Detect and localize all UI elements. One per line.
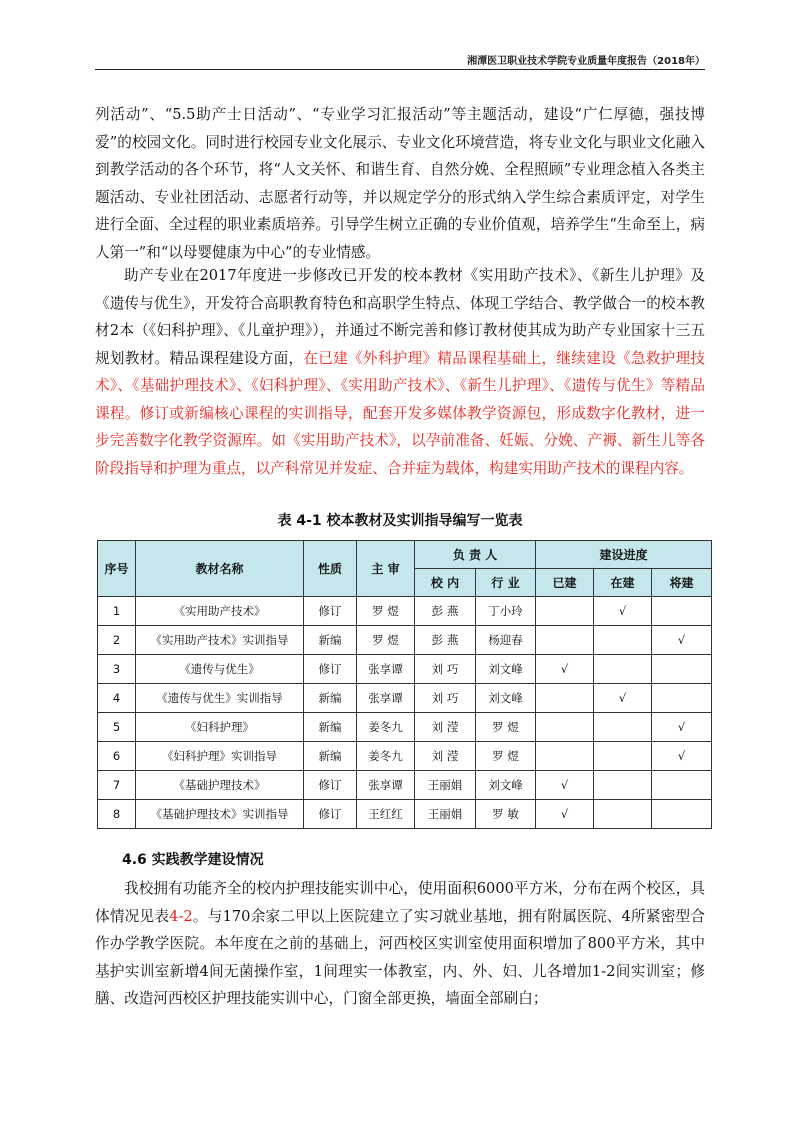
cell-owner-in: 刘 巧: [415, 684, 476, 713]
cell-owner-industry: 刘文峰: [476, 684, 536, 713]
paragraph-3-text-a: 我校拥有功能齐全的校内护理技能实训中心，使用面积6000平方米，分布在两个校区，具体情况见表: [95, 880, 705, 925]
header-rule: [95, 69, 705, 70]
header-seq: 序号: [98, 541, 136, 597]
table-row: [98, 626, 712, 655]
cell-seq: 3: [98, 655, 136, 684]
cell-done: √: [536, 771, 594, 800]
cell-owner-industry: 罗 煜: [476, 742, 536, 771]
cell-seq: 1: [98, 597, 136, 626]
cell-reviewer: 罗 煜: [357, 597, 415, 626]
paragraph-3: [95, 875, 705, 1013]
table-row: [98, 742, 712, 771]
header-reviewer: 主 审: [357, 541, 415, 597]
cell-seq: 5: [98, 713, 136, 742]
cell-doing: √: [594, 597, 652, 626]
cell-name: 《实用助产技术》实训指导: [136, 626, 304, 655]
cell-name: 《实用助产技术》: [136, 597, 304, 626]
paragraph-2-highlight: 在已建《外科护理》精品课程基础上，继续建设《急救护理技术》、《基础护理技术》、《妇科护理》、《实用助产技术》、《新生儿护理》、《遗传与优生》等精品课程。修订或新编核心课程的实训指导，配套开发多媒体教学资源包，形成数字化教材，进一步完善数字化教学资源库。如《实用助产技术》，以孕前准备、妊娠、分娩、产褥、新生儿等各阶段指导和护理为重点，以产科常见并发症、合并症为载体，构建实用助产技术的课程内容。: [95, 349, 705, 477]
cell-owner-in: 刘 滢: [415, 713, 476, 742]
cell-reviewer: 姜冬九: [357, 742, 415, 771]
cell-doing: [594, 655, 652, 684]
cell-todo: [652, 655, 712, 684]
cell-owner-in: 刘 滢: [415, 742, 476, 771]
cell-type: 新编: [304, 713, 357, 742]
page-header: 湘潭医卫职业技术学院专业质量年度报告（2018年）: [467, 56, 705, 67]
header-owner-in: 校 内: [415, 569, 476, 597]
paragraph-1: 列活动”、“5.5助产士日活动”、“专业学习汇报活动”等主题活动，建设“广仁厚德，强技博爱”的校园文化。同时进行校园专业文化展示、专业文化环境营造，将专业文化与职业文化融入到教学活动的各个环节，将“人文关怀、和谐生育、自然分娩、全程照顾”专业理念植入各类主题活动、专业社团活动、志愿者行动等，并以规定学分的形式纳入学生综合素质评定，对学生进行全面、全过程的职业素质培养。引导学生树立正确的专业价值观，培养学生“生命至上，病人第一”和“以母婴健康为中心”的专业情感。: [95, 106, 705, 261]
table-row: [98, 771, 712, 800]
cell-doing: [594, 626, 652, 655]
cell-seq: 4: [98, 684, 136, 713]
cell-name: 《妇科护理》实训指导: [136, 742, 304, 771]
table-row: [98, 713, 712, 742]
cell-owner-industry: 丁小玲: [476, 597, 536, 626]
cell-seq: 8: [98, 800, 136, 829]
cell-done: [536, 684, 594, 713]
cell-owner-in: 彭 燕: [415, 597, 476, 626]
textbook-table: [97, 540, 712, 829]
cell-done: √: [536, 800, 594, 829]
header-type: 性质: [304, 541, 357, 597]
cell-todo: [652, 771, 712, 800]
cell-type: 新编: [304, 684, 357, 713]
cell-owner-industry: 刘文峰: [476, 655, 536, 684]
cell-name: 《妇科护理》: [136, 713, 304, 742]
cell-owner-industry: 刘文峰: [476, 771, 536, 800]
table-ref-link[interactable]: 4-2: [169, 907, 193, 925]
header-done: 已建: [536, 569, 594, 597]
table-row: [98, 800, 712, 829]
table-caption: 表 4-1 校本教材及实训指导编写一览表: [277, 513, 523, 529]
cell-todo: √: [652, 626, 712, 655]
cell-todo: √: [652, 713, 712, 742]
cell-seq: 2: [98, 626, 136, 655]
header-owner-industry: 行 业: [476, 569, 536, 597]
cell-doing: [594, 771, 652, 800]
header-todo: 将建: [652, 569, 712, 597]
cell-owner-in: 王丽娟: [415, 800, 476, 829]
cell-done: [536, 597, 594, 626]
cell-todo: [652, 597, 712, 626]
cell-type: 修订: [304, 771, 357, 800]
cell-type: 新编: [304, 626, 357, 655]
paragraph-2: [95, 262, 705, 482]
cell-reviewer: 张享谭: [357, 684, 415, 713]
cell-owner-in: 彭 燕: [415, 626, 476, 655]
cell-name: 《遗传与优生》: [136, 655, 304, 684]
table-row: [98, 597, 712, 626]
cell-reviewer: 罗 煜: [357, 626, 415, 655]
table-row: [98, 684, 712, 713]
cell-doing: [594, 742, 652, 771]
paragraph-2-text: 助产专业在2017年度进一步修改已开发的校本教材《实用助产技术》、《新生儿护理》及《遗传与优生》，开发符合高职教育特色和高职学生特点、体现工学结合、教学做合一的校本教材2本（《妇科护理》、《儿童护理》），并通过不断完善和修订教材使其成为助产专业国家十三五规划教材。精品课程建设方面，: [95, 267, 705, 367]
cell-done: [536, 626, 594, 655]
paragraph-3-text-b: 。与170余家二甲以上医院建立了实习就业基地，拥有附属医院、4所紧密型合作办学教学医院。本年度在之前的基础上，河西校区实训室使用面积增加了800平方米，其中基护实训室新增4间无菌操作室，1间理实一体教室，内、外、妇、儿各增加1-2间实训室；修膳、改造河西校区护理技能实训中心，门窗全部更换，墙面全部刷白；: [95, 907, 705, 1007]
cell-owner-industry: 罗 敏: [476, 800, 536, 829]
cell-owner-in: 刘 巧: [415, 655, 476, 684]
header-owner: 负 责 人: [415, 541, 536, 569]
cell-type: 修订: [304, 655, 357, 684]
cell-name: 《遗传与优生》实训指导: [136, 684, 304, 713]
cell-seq: 7: [98, 771, 136, 800]
cell-reviewer: 王红红: [357, 800, 415, 829]
cell-todo: √: [652, 742, 712, 771]
cell-done: √: [536, 655, 594, 684]
cell-seq: 6: [98, 742, 136, 771]
cell-todo: [652, 684, 712, 713]
cell-done: [536, 742, 594, 771]
header-progress: 建设进度: [536, 541, 712, 569]
cell-doing: [594, 800, 652, 829]
cell-type: 新编: [304, 742, 357, 771]
cell-doing: √: [594, 684, 652, 713]
cell-name: 《基础护理技术》: [136, 771, 304, 800]
cell-reviewer: 张享谭: [357, 771, 415, 800]
cell-type: 修订: [304, 800, 357, 829]
header-name: 教材名称: [136, 541, 304, 597]
cell-owner-industry: 杨迎春: [476, 626, 536, 655]
cell-owner-industry: 罗 煜: [476, 713, 536, 742]
cell-name: 《基础护理技术》实训指导: [136, 800, 304, 829]
cell-reviewer: 张享谭: [357, 655, 415, 684]
cell-doing: [594, 713, 652, 742]
header-doing: 在建: [594, 569, 652, 597]
section-title: 4.6 实践教学建设情况: [122, 852, 264, 868]
cell-reviewer: 姜冬九: [357, 713, 415, 742]
cell-owner-in: 王丽娟: [415, 771, 476, 800]
table-row: [98, 655, 712, 684]
cell-todo: [652, 800, 712, 829]
cell-type: 修订: [304, 597, 357, 626]
cell-done: [536, 713, 594, 742]
